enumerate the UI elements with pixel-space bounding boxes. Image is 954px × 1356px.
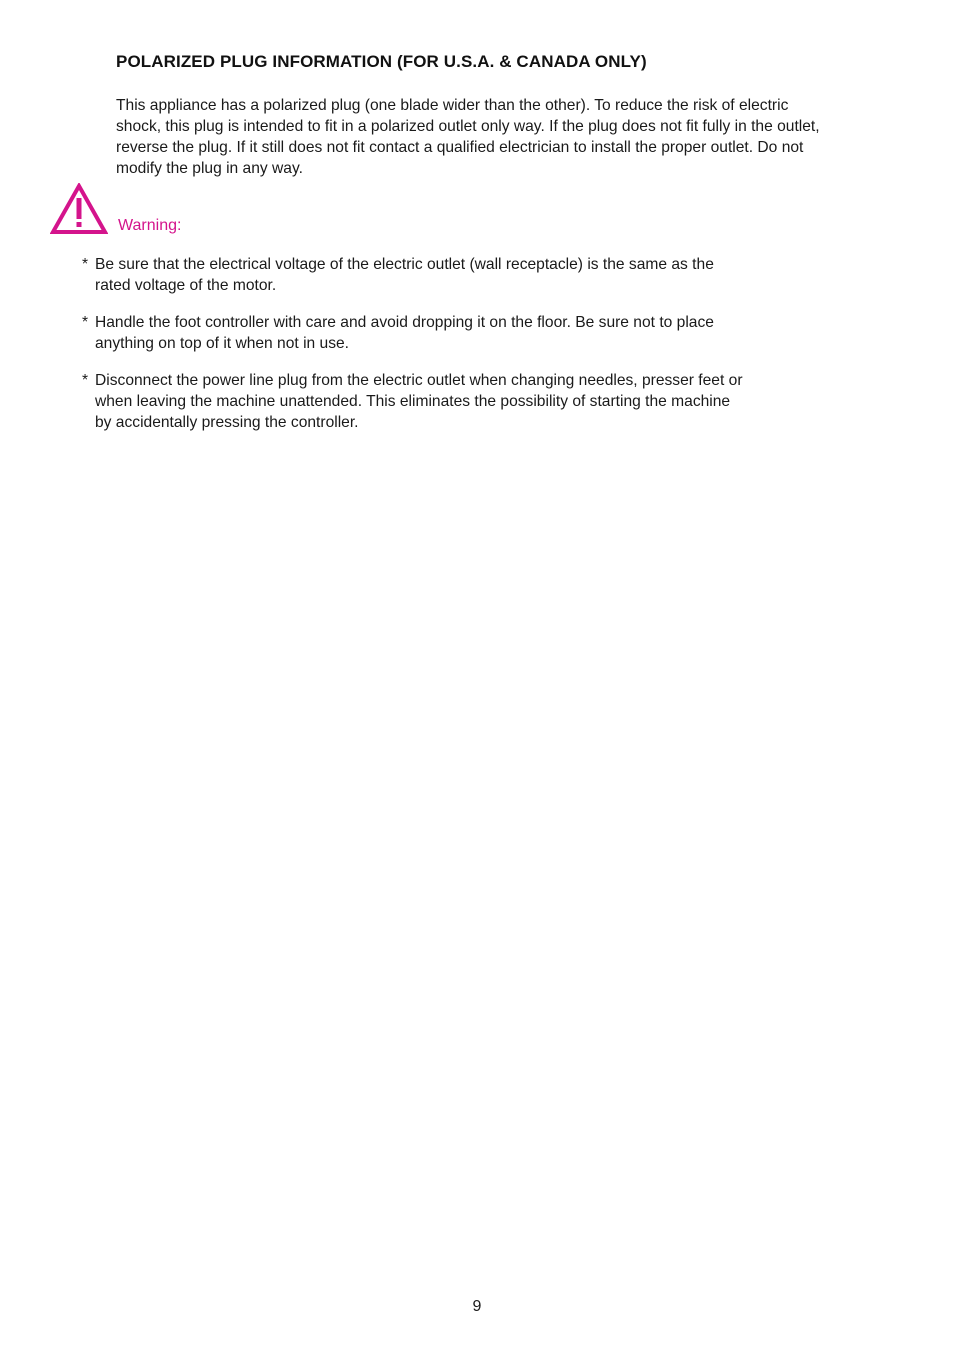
bullet-marker: * xyxy=(82,314,89,331)
warning-item xyxy=(82,370,842,433)
polarized-plug-paragraph: This appliance has a polarized plug (one blade wider than the other). To reduce the risk of electric shock, this plug is intended to fit in a polarized outlet only way. If the plug does not fit fully in the outlet, reverse the plug. If it still does not fit contact a qualified electrician to install the proper outlet. Do not modify the plug in any way. xyxy=(116,97,820,177)
warning-item xyxy=(82,312,842,354)
warning-triangle-icon xyxy=(50,183,108,235)
warning-item xyxy=(82,254,842,296)
warning-item-line: when leaving the machine unattended. This eliminates the possibility of starting the machine xyxy=(95,393,731,410)
warning-item-line: Handle the foot controller with care and avoid dropping it on the floor. Be sure not to place xyxy=(95,314,714,331)
warning-item-line: anything on top of it when not in use. xyxy=(95,335,350,352)
warning-item-line: Be sure that the electrical voltage of the electric outlet (wall receptacle) is the same as the xyxy=(95,256,714,273)
bullet-marker: * xyxy=(82,256,89,273)
section-heading: POLARIZED PLUG INFORMATION (FOR U.S.A. & CANADA ONLY) xyxy=(116,52,647,71)
warning-label: Warning: xyxy=(118,217,182,234)
warning-list xyxy=(82,254,842,433)
warning-item-line: Disconnect the power line plug from the electric outlet when changing needles, presser feet or xyxy=(95,372,743,389)
warning-item-line: rated voltage of the motor. xyxy=(95,277,277,294)
page-number: 9 xyxy=(472,1298,482,1315)
bullet-marker: * xyxy=(82,372,89,389)
warning-item-line: by accidentally pressing the controller. xyxy=(95,414,359,431)
